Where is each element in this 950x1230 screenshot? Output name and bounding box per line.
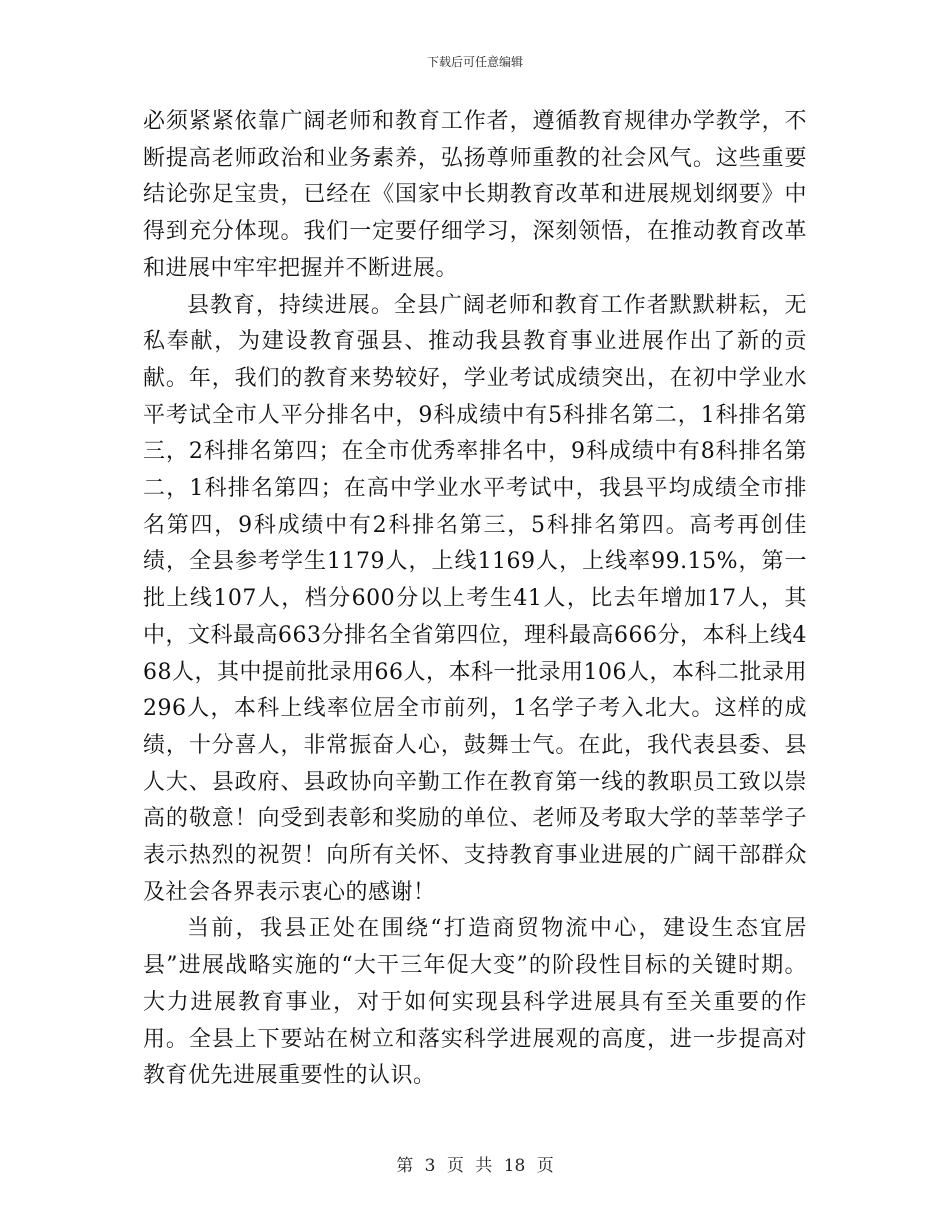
paragraph-achievements: 县教育，持续进展。全县广阔老师和教育工作者默默耕耘，无私奉献，为建设教育强县、推动我县教育事业进展作出了新的贡献。年，我们的教育来势较好，学业考试成绩突出，在初中学业水平考试全市人平分排名中，9科成绩中有5科排名第二，1科排名第三，2科排名第四；在全市优秀率排名中，9科成绩中有8科排名第二，1科排名第四；在高中学业水平考试中，我县平均成绩全市排名第四，9科成绩中有2科排名第三，5科排名第四。高考再创佳绩，全县参考学生1179人，上线1169人，上线率99.15%，第一批上线107人，档分600分以上考生41人，比去年增加17人，其中，文科最高663分排名全省第四位，理科最高666分，本科上线468人，其中提前批录用66人，本科一批录用106人，本科二批录用296人，本科上线率位居全市前列，1名学子考入北大。这样的成绩，十分喜人，非常振奋人心，鼓舞士气。在此，我代表县委、县人大、县政府、县政协向辛勤工作在教育第一线的教职员工致以崇高的敬意！向受到表彰和奖励的单位、老师及考取大学的莘莘学子表示热烈的祝贺！向所有关怀、支持教育事业进展的广阔干部群众及社会各界表示衷心的感谢！ [143,292,807,905]
paragraph-continuation: 必须紧紧依靠广阔老师和教育工作者，遵循教育规律办学教学，不断提高老师政治和业务素养，弘扬尊师重教的社会风气。这些重要结论弥足宝贵，已经在《国家中长期教育改革和进展规划纲要》中得到充分体现。我们一定要仔细学习，深刻领悟，在推动教育改革和进展中牢牢把握并不断进展。 [143,109,807,281]
page-header [0,54,950,70]
page-number: 第 3 页 共 18 页 [396,1156,554,1176]
header-note: 下载后可任意编辑 [426,55,523,69]
page-footer [0,1155,950,1177]
paragraph-current-period: 当前，我县正处在围绕“打造商贸物流中心，建设生态宜居县”进展战略实施的“大干三年促大变”的阶段性目标的关键时期。大力进展教育事业，对于如何实现县科学进展具有至关重要的作用。全县上下要站在树立和落实科学进展观的高度，进一步提高对教育优先进展重要性的认识。 [143,916,807,1089]
document-body [143,104,807,1095]
